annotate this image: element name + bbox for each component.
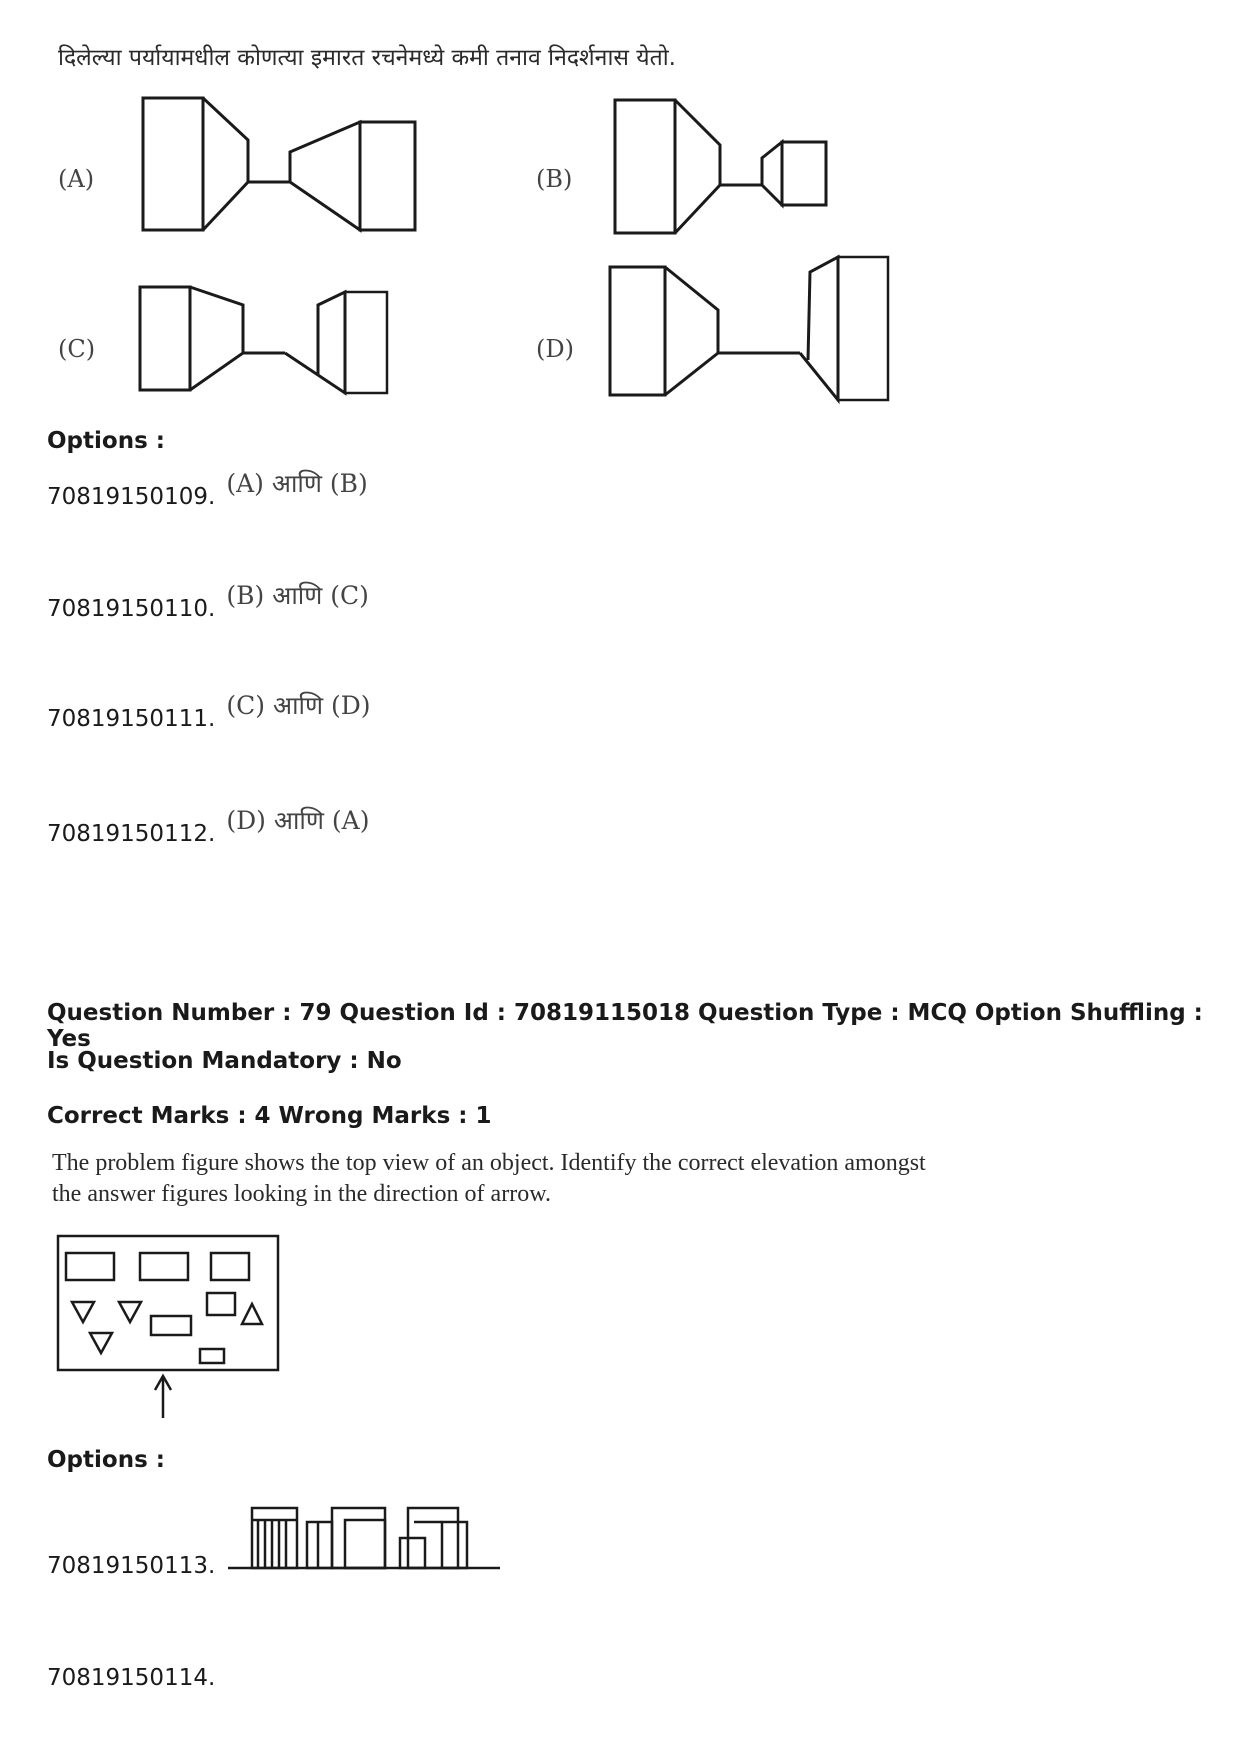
options-heading: Options : (47, 1447, 165, 1473)
question-text-line2: the answer figures looking in the direction of arrow. (52, 1181, 551, 1207)
question-text: दिलेल्या पर्यायामधील कोणत्या इमारत रचनेमध्ये कमी तनाव निदर्शनास येतो. (58, 45, 676, 71)
option-text: (B) आणि (C) (226, 581, 369, 610)
question-mandatory: Is Question Mandatory : No (47, 1048, 402, 1074)
question-text-line1: The problem figure shows the top view of an object. Identify the correct elevation amongst (52, 1150, 926, 1176)
figure-label-c: (C) (58, 335, 96, 363)
question-marks: Correct Marks : 4 Wrong Marks : 1 (47, 1103, 492, 1129)
figure-label-d: (D) (536, 335, 574, 363)
options-heading: Options : (47, 428, 165, 454)
figure-label-b: (B) (536, 165, 573, 193)
option-id: 70819150112. (47, 821, 216, 847)
option-id: 70819150109. (47, 484, 216, 510)
option-text: (C) आणि (D) (226, 691, 371, 720)
figure-label-a: (A) (58, 165, 95, 193)
option-id: 70819150114. (47, 1665, 216, 1691)
option-id: 70819150113. (47, 1553, 216, 1579)
question-meta: Question Number : 79 Question Id : 70819115018 Question Type : MCQ Option Shuffling : Yes (47, 1000, 1203, 1052)
option-text: (D) आणि (A) (226, 806, 370, 835)
option-row[interactable] (47, 1665, 215, 1691)
option-id: 70819150111. (47, 706, 216, 732)
option-text: (A) आणि (B) (226, 469, 368, 498)
option-id: 70819150110. (47, 596, 216, 622)
